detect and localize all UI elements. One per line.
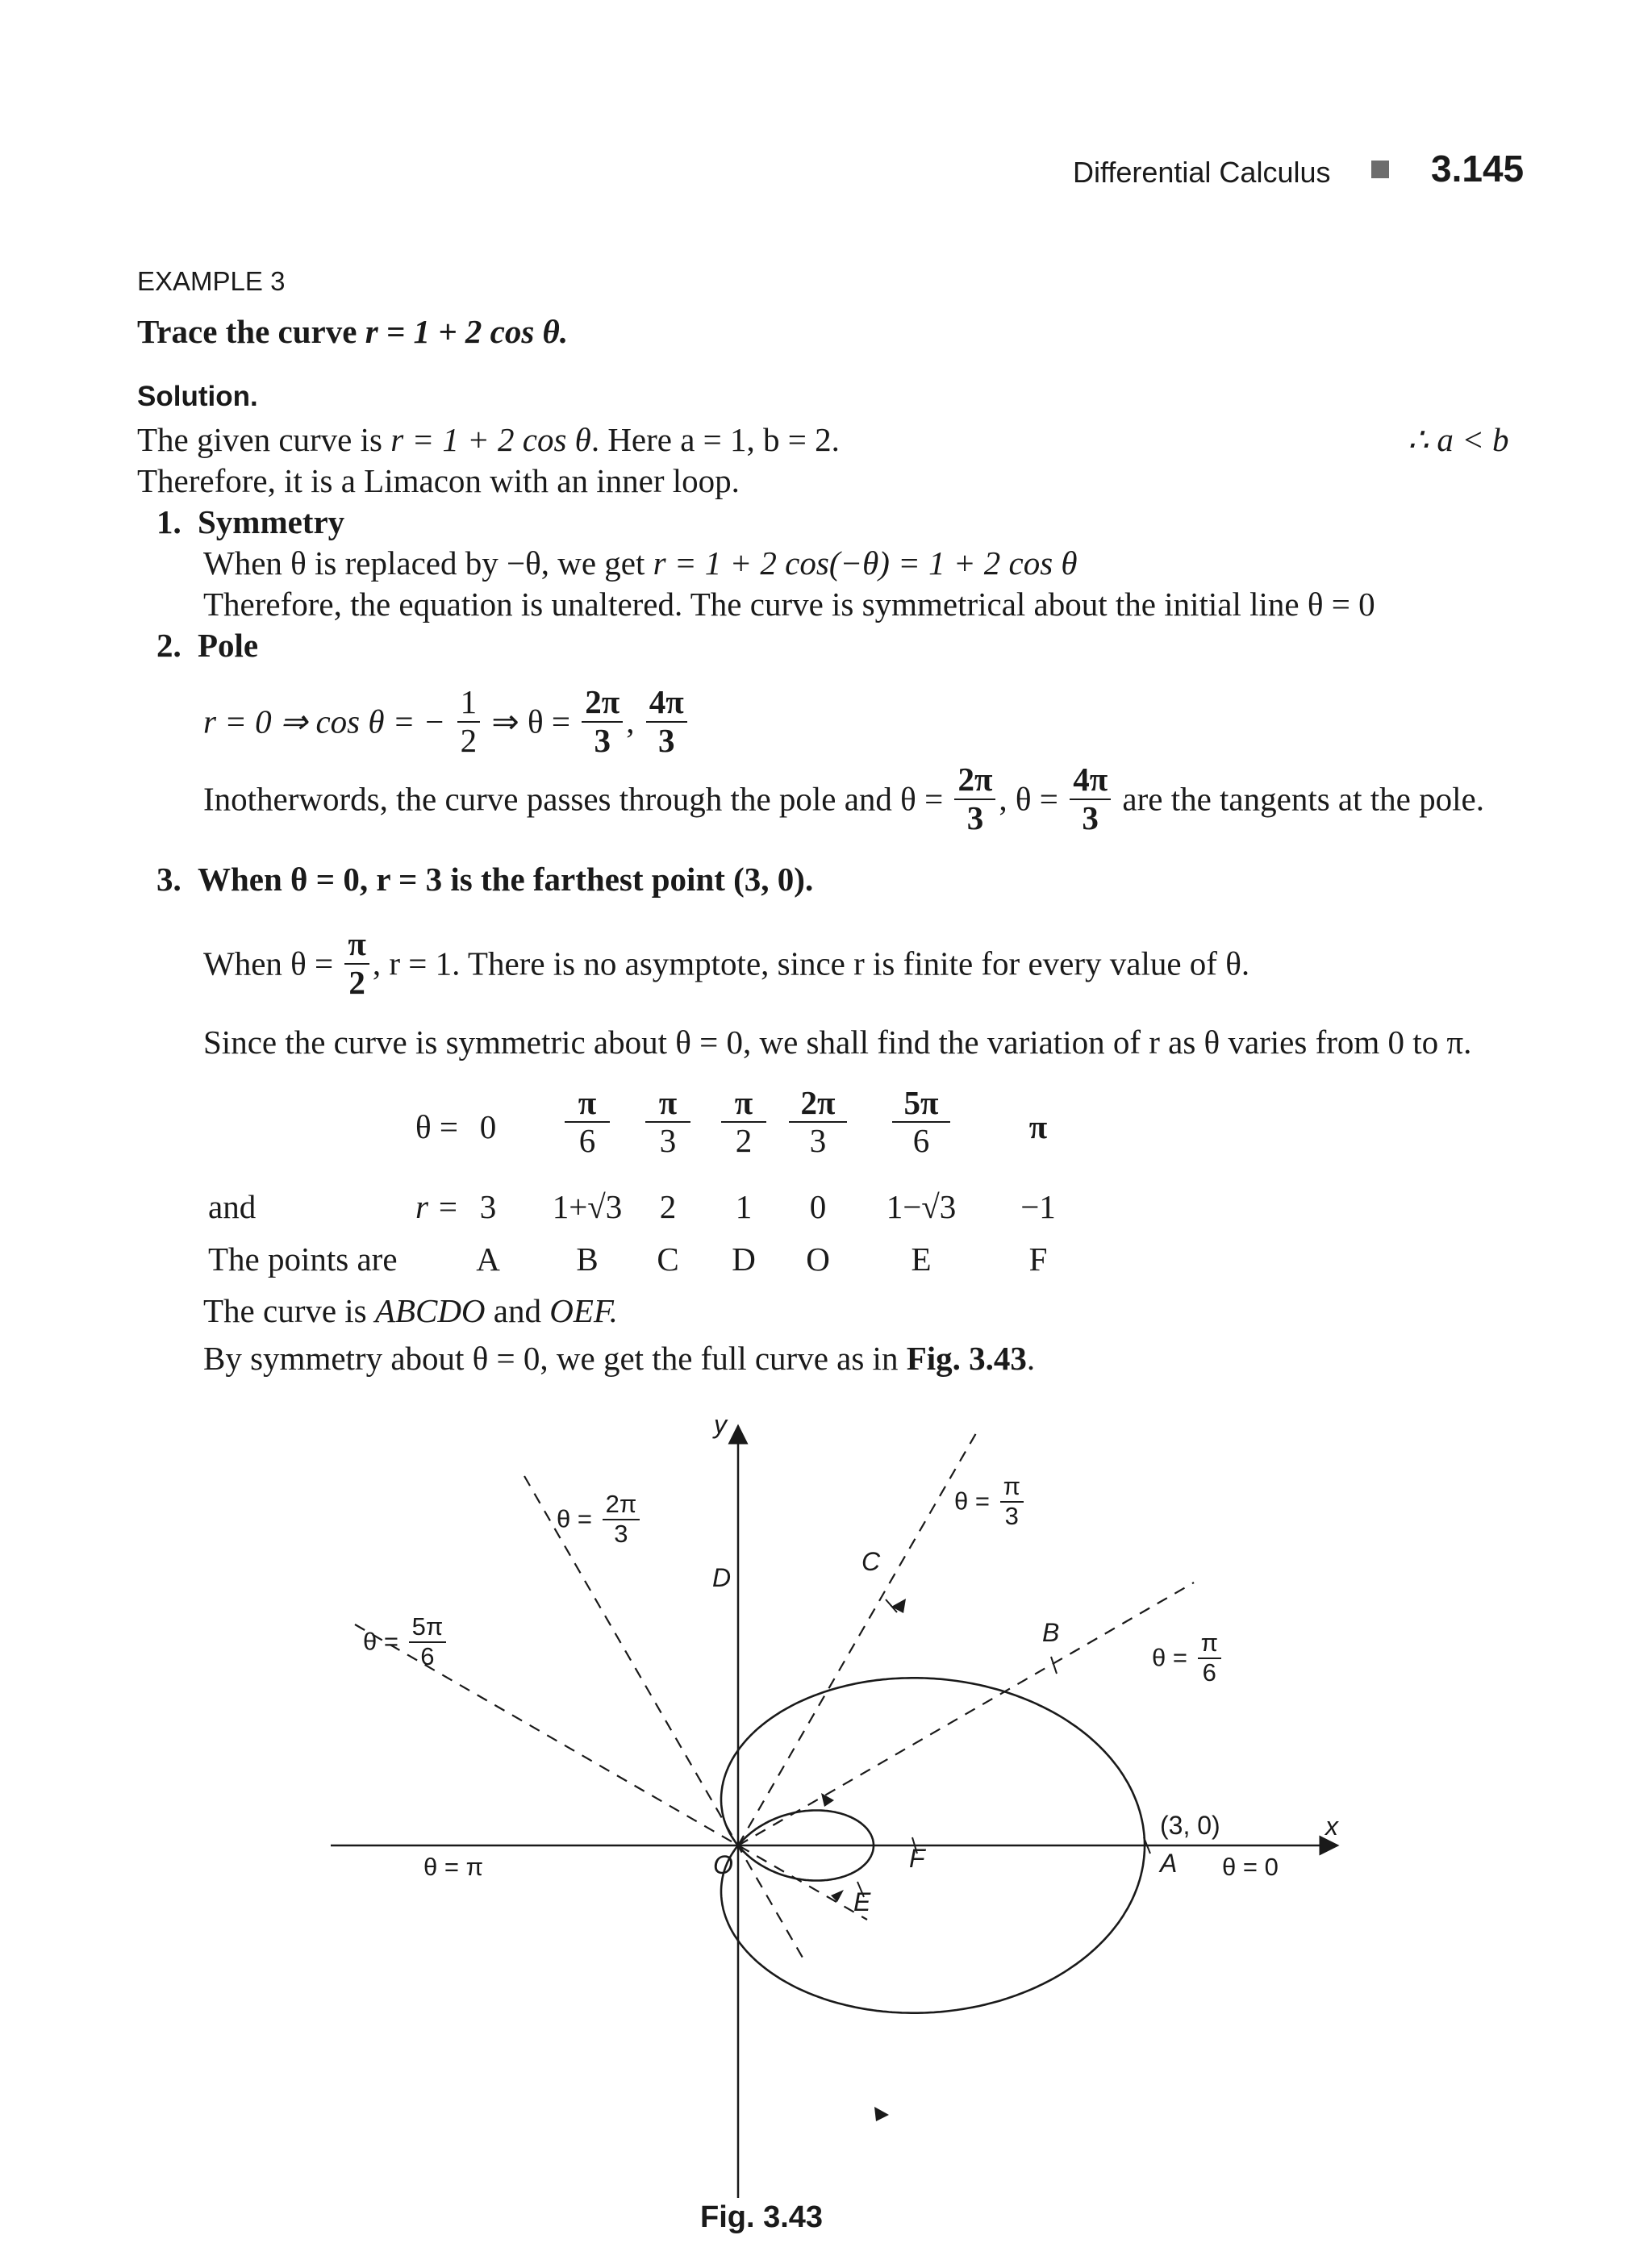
- curve-arrow-outer-top: [891, 1599, 906, 1613]
- table-point-D: D: [732, 1241, 756, 1278]
- table-r-B: 1+√3: [552, 1188, 623, 1225]
- table-r-O: 0: [809, 1188, 827, 1225]
- pole-frac-2pi3: $\frac{2\pi}{3}$: [582, 684, 623, 760]
- table-r-F: −1: [1020, 1188, 1056, 1225]
- conclusion-period: .: [1026, 1340, 1036, 1377]
- point-3-frac-pi2: $\frac{\pi}{2}$: [344, 926, 369, 1002]
- label-y-axis: y: [714, 1410, 727, 1439]
- curve-arrow-outer-bottom: [874, 2107, 889, 2121]
- ray-label-5pi6: θ = $\frac{5\pi}{6}$: [363, 1613, 449, 1670]
- label-point-D: D: [712, 1563, 732, 1592]
- ray-2pi3: [524, 1476, 803, 1958]
- table-point-C: C: [657, 1241, 679, 1278]
- figure-reference: Fig. 3.43: [906, 1340, 1027, 1377]
- label-coord-30: (3, 0): [1160, 1811, 1220, 1840]
- table-theta-label: θ =: [415, 1108, 459, 1145]
- ray-label-theta0: θ = 0: [1222, 1853, 1279, 1881]
- table-point-O: O: [806, 1241, 830, 1278]
- label-point-E: E: [853, 1887, 871, 1916]
- tangent-text-b: , θ =: [999, 780, 1058, 818]
- table-theta-5pi6: 5π 6: [892, 1085, 950, 1159]
- example-title-equation: r = 1 + 2 cos θ.: [365, 313, 569, 350]
- table-point-F: F: [1028, 1241, 1048, 1278]
- point-1-equation: r = 1 + 2 cos(−θ) = 1 + 2 cos θ: [653, 544, 1078, 582]
- table-points-label: The points are: [208, 1241, 398, 1278]
- label-x-axis: x: [1325, 1812, 1338, 1841]
- solution-equation: r = 1 + 2 cos θ: [390, 421, 591, 458]
- curve-abcdo: ABCDO: [374, 1292, 486, 1329]
- ray-label-2pi3: θ = $\frac{2\pi}{3}$: [557, 1491, 643, 1548]
- point-1-number: 1.: [156, 503, 181, 540]
- table-r-A: 3: [479, 1188, 497, 1225]
- label-point-O: O: [713, 1850, 733, 1879]
- table-theta-0: 0: [479, 1108, 497, 1145]
- table-r-label: r =: [415, 1188, 459, 1225]
- curve-arrow-inner-top: [821, 1793, 834, 1807]
- point-3-line-2: Since the curve is symmetric about θ = 0, we shall find the variation of r as θ varies from 0 to π.: [203, 1024, 1472, 1061]
- conclusion-text: The curve is: [203, 1292, 367, 1329]
- conclusion-and: and: [493, 1292, 541, 1329]
- table-theta-2pi3: 2π 3: [789, 1085, 847, 1159]
- point-3-number: 3.: [156, 861, 181, 898]
- point-2-title: Pole: [198, 627, 259, 664]
- running-header-section: Differential Calculus: [1073, 156, 1331, 189]
- ray-pi3: [738, 1433, 976, 1845]
- solution-text: The given curve is: [137, 421, 382, 458]
- table-r-D: 1: [735, 1188, 753, 1225]
- table-theta-pi3: π 3: [645, 1085, 690, 1159]
- table-and-label: and: [208, 1188, 257, 1225]
- solution-params: . Here a = 1, b = 2.: [590, 421, 840, 458]
- table-point-E: E: [911, 1241, 932, 1278]
- point-1-line-2: Therefore, the equation is unaltered. The curve is symmetrical about the initial line θ = 0: [203, 586, 1375, 623]
- pole-eq-part-a: r = 0 ⇒ cos θ = −: [203, 703, 446, 740]
- point-3-text-a: When θ =: [203, 945, 334, 982]
- table-r-E: 1−√3: [886, 1188, 957, 1225]
- tangent-text-c: are the tangents at the pole.: [1122, 780, 1484, 818]
- point-3-title: When θ = 0, r = 3 is the farthest point (3, 0).: [198, 861, 814, 898]
- therefore-a-less-b: ∴ a < b: [1408, 421, 1509, 458]
- point-ticks: [857, 1599, 1150, 1897]
- point-1-title: Symmetry: [198, 503, 345, 540]
- solution-heading: Solution.: [137, 381, 258, 412]
- pole-comma: ,: [626, 703, 635, 740]
- page-number: 3.145: [1431, 148, 1525, 190]
- curve-oef: OEF.: [549, 1292, 618, 1329]
- table-theta-pi2: π 2: [721, 1085, 766, 1159]
- example-title-prefix: Trace the curve: [137, 313, 357, 350]
- example-label: EXAMPLE 3: [137, 266, 286, 296]
- solution-line-2: Therefore, it is a Limacon with an inner loop.: [137, 462, 740, 499]
- table-theta-pi: π: [1028, 1108, 1048, 1145]
- ray-label-thetapi: θ = π: [423, 1853, 483, 1881]
- pole-eq-part-b: ⇒ θ =: [491, 703, 570, 740]
- table-r-C: 2: [659, 1188, 677, 1225]
- pole-frac-4pi3: $\frac{4\pi}{3}$: [646, 684, 687, 760]
- figure-caption: Fig. 3.43: [700, 2200, 824, 2234]
- tangent-frac-4pi3: $\frac{4\pi}{3}$: [1070, 761, 1111, 837]
- point-3-text-b: , r = 1. There is no asymptote, since r is finite for every value of θ.: [372, 945, 1250, 982]
- conclusion-symmetry-text: By symmetry about θ = 0, we get the full curve as in: [203, 1340, 899, 1377]
- ray-label-pi6: θ = $\frac{\pi}{6}$: [1152, 1629, 1224, 1687]
- point-2-number: 2.: [156, 627, 181, 664]
- table-point-B: B: [576, 1241, 599, 1278]
- ray-label-pi3: θ = $\frac{\pi}{3}$: [954, 1473, 1027, 1530]
- label-point-B: B: [1042, 1618, 1060, 1647]
- label-point-A: A: [1160, 1849, 1178, 1878]
- tangent-text-a: Inotherwords, the curve passes through the pole and θ =: [203, 780, 944, 818]
- pole-frac-half: $\frac{1}{2}$: [457, 684, 481, 760]
- ray-pi6: [738, 1583, 1194, 1845]
- table-point-A: A: [476, 1241, 500, 1278]
- label-point-C: C: [861, 1547, 881, 1576]
- tangent-frac-2pi3: $\frac{2\pi}{3}$: [954, 761, 995, 837]
- table-theta-pi6: π 6: [565, 1085, 610, 1159]
- point-1-text: When θ is replaced by −θ, we get: [203, 544, 645, 582]
- label-point-F: F: [909, 1844, 925, 1873]
